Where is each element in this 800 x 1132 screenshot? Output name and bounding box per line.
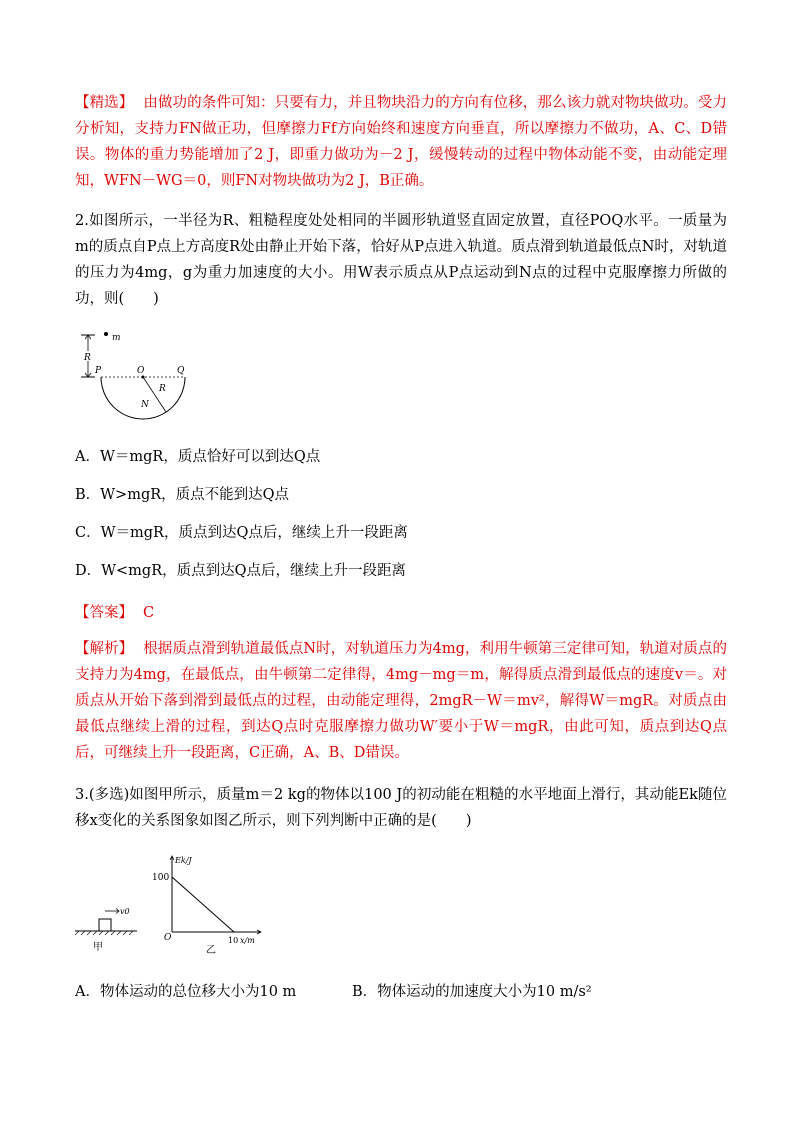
selected-text: 由做功的条件可知：只要有力，并且物块沿力的方向有位移，那么该力就对物块做功。受力分析知，支持力FN做正功，但摩擦力Ff方向始终和速度方向垂直，所以摩擦力不做功，A、C、D错误。物体的重力势能增加了2 J，即重力做功为－2 J，缓慢转动的过程中物体动能不变，由动能定理知，WFN－WG＝0，则FN对物块做功为2 J，B正确。: [75, 95, 727, 189]
label-v0: v0: [120, 907, 130, 916]
question-2-option-d: D．W<mgR，质点到达Q点后，继续上升一段距离: [75, 563, 407, 579]
question-2-option-a: A．W＝mgR，质点恰好可以到达Q点: [75, 449, 321, 465]
y-axis-label: Ek/J: [175, 856, 192, 865]
label-m: m: [112, 333, 121, 343]
question-2-stem: 2.如图所示，一半径为R、粗糙程度处处相同的半圆形轨道竖直固定放置，直径POQ水平。一质量为m的质点自P点上方高度R处由静止开始下落，恰好从P点进入轨道。质点滑到轨道最低点N时，对轨道的压力为4mg，g为重力加速度的大小。用W表示质点从P点运动到N点的过程中克服摩擦力所做的功，则( ): [75, 213, 727, 307]
x-axis-label: x/m: [240, 936, 255, 945]
question-2-option-b: B．W>mgR，质点不能到达Q点: [75, 487, 290, 503]
label-o: O: [137, 366, 145, 376]
analysis-tag: 【解析】: [75, 641, 134, 657]
caption-jia: 甲: [93, 942, 103, 953]
caption-yi: 乙: [206, 945, 216, 955]
label-q: Q: [177, 366, 185, 376]
question-3-option-a: A．物体运动的总位移大小为10 m: [75, 984, 297, 1000]
question-2-analysis: [75, 636, 727, 766]
semicircle-track-diagram: [75, 325, 235, 425]
selected-explanation: [75, 90, 727, 194]
question-2-option-c: C．W＝mgR，质点到达Q点后，继续上升一段距离: [75, 525, 408, 541]
ek-line: [172, 877, 234, 932]
sliding-block-diagram: [75, 895, 145, 955]
block: [99, 919, 111, 931]
label-p: P: [95, 366, 102, 376]
label-r-radius: R: [159, 384, 166, 394]
y-tick-label: 100: [152, 873, 170, 883]
mass-point: [104, 332, 108, 336]
question-3-stem: 3.(多选)如图甲所示，质量m＝2 kg的物体以100 J的初动能在粗糙的水平地面上滑行，其动能Ek随位移x变化的关系图象如图乙所示，则下列判断中正确的是( ): [75, 787, 727, 829]
question-2-answer: [75, 603, 154, 623]
x-tick-label: 10: [228, 936, 239, 945]
kinetic-energy-chart: [150, 845, 280, 955]
semicircle-track: [101, 377, 185, 419]
label-r-height: R: [84, 353, 91, 363]
answer-tag: 【答案】: [75, 605, 133, 621]
selected-tag: 【精选】: [75, 95, 134, 111]
answer-value: C: [143, 605, 155, 621]
label-n: N: [141, 400, 149, 410]
question-3-option-b: B．物体运动的加速度大小为10 m/s²: [352, 984, 592, 1000]
analysis-text: 根据质点滑到轨道最低点N时，对轨道压力为4mg，利用牛顿第三定律可知，轨道对质点的支持力为4mg，在最低点，由牛顿第二定律得，4mg－mg＝m，解得质点滑到最低点的速度v＝。对质点从开始下落到滑到最低点的过程，由动能定理得，2mgR－W＝mv²，解得W＝mgR。对质点由最低点继续上滑的过程，到达Q点时克服摩擦力做功W′要小于W＝mgR，由此可知，质点到达Q点后，可继续上升一段距离，C正确，A、B、D错误。: [75, 641, 727, 761]
origin-label: O: [164, 933, 172, 943]
